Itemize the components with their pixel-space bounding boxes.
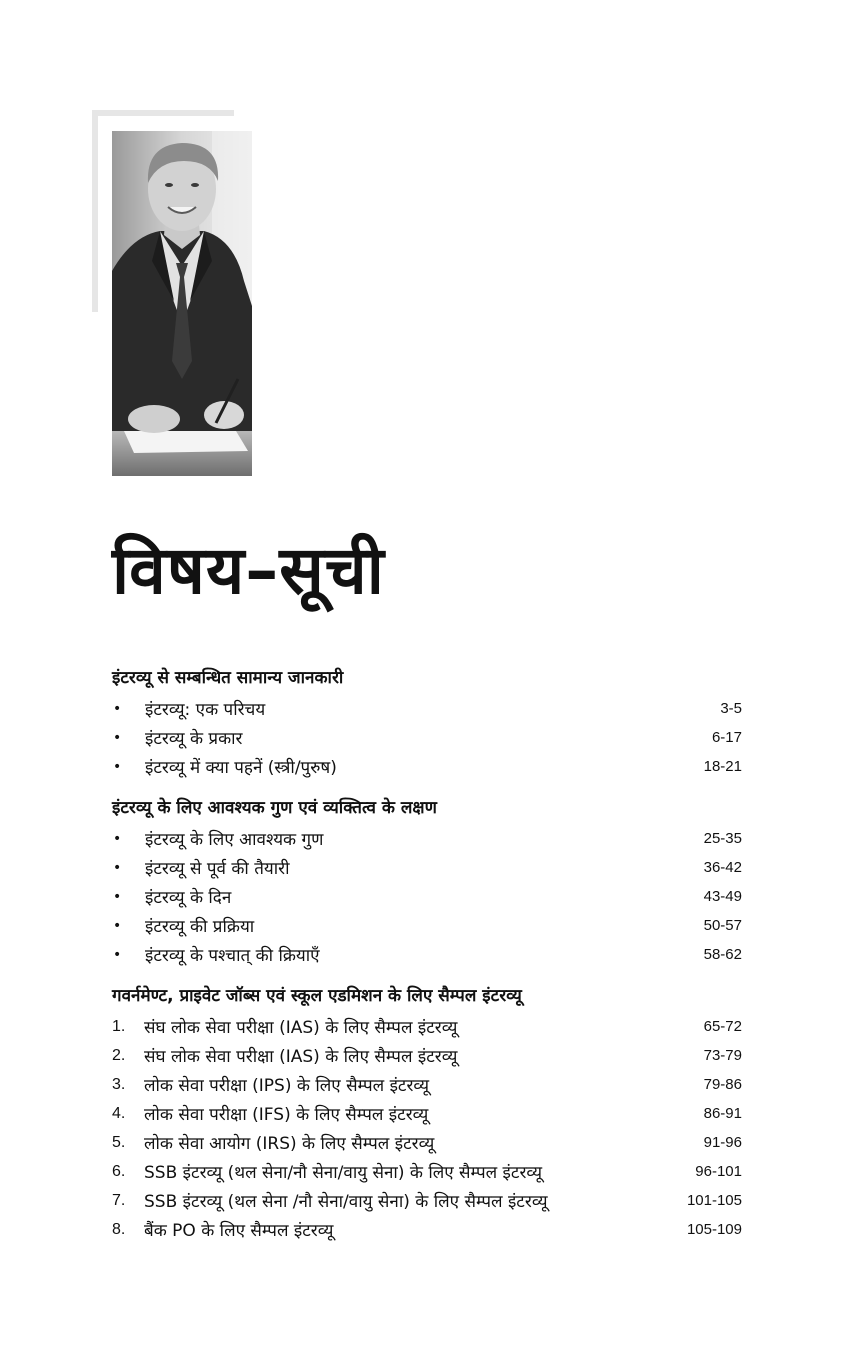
contents-heading: विषय–सूची (112, 532, 385, 609)
entry-title: इंटरव्यू से पूर्व की तैयारी (145, 859, 290, 879)
bullet-marker: • (113, 729, 122, 746)
entry-page-range: 43-49 (703, 888, 742, 905)
photo-frame-top-rule (92, 110, 234, 116)
entry-page-range: 65-72 (703, 1018, 742, 1035)
entry-title: इंटरव्यू में क्या पहनें (स्त्री/पुरुष) (145, 758, 337, 778)
entry-title: इंटरव्यू: एक परिचय (145, 700, 266, 720)
toc-section-sample-interviews (112, 982, 742, 1244)
bullet-marker: • (113, 946, 122, 963)
section-heading: इंटरव्यू के लिए आवश्यक गुण एवं व्यक्तित्व के लक्षण (112, 798, 437, 818)
toc-entry[interactable] (112, 911, 742, 940)
toc-entry[interactable] (112, 1128, 742, 1157)
toc-entry[interactable] (112, 1012, 742, 1041)
toc-section-general-information (112, 664, 742, 781)
bullet-marker: • (113, 917, 122, 934)
entry-page-range: 91-96 (703, 1134, 742, 1151)
bullet-marker: • (113, 830, 122, 847)
entry-title: लोक सेवा परीक्षा (IPS) के लिए सैम्पल इंटरव्यू (144, 1076, 430, 1096)
toc-entry[interactable] (112, 853, 742, 882)
entry-number: 4. (112, 1104, 126, 1122)
entry-number: 6. (112, 1162, 126, 1180)
toc-entry[interactable] (112, 694, 742, 723)
entry-title: लोक सेवा परीक्षा (IFS) के लिए सैम्पल इंटरव्यू (144, 1105, 429, 1125)
entry-page-range: 73-79 (703, 1047, 742, 1064)
entry-number: 7. (112, 1191, 126, 1209)
entry-page-range: 96-101 (695, 1163, 742, 1180)
entry-title: लोक सेवा आयोग (IRS) के लिए सैम्पल इंटरव्यू (144, 1134, 435, 1154)
table-of-contents (112, 664, 742, 1257)
entry-page-range: 36-42 (703, 859, 742, 876)
toc-entry[interactable] (112, 824, 742, 853)
toc-entry[interactable] (112, 882, 742, 911)
toc-section-qualities-personality (112, 794, 742, 969)
entry-title: इंटरव्यू के पश्चात् की क्रियाएँ (145, 946, 320, 966)
section-heading: गवर्नमेण्ट, प्राइवेट जॉब्स एवं स्कूल एडमिशन के लिए सैम्पल इंटरव्यू (112, 986, 522, 1006)
entry-title: SSB इंटरव्यू (थल सेना /नौ सेना/वायु सेना) के लिए सैम्पल इंटरव्यू (144, 1192, 548, 1212)
bullet-marker: • (113, 888, 122, 905)
toc-entry[interactable] (112, 940, 742, 969)
toc-entry[interactable] (112, 723, 742, 752)
entry-page-range: 18-21 (703, 758, 742, 775)
entry-page-range: 105-109 (686, 1221, 742, 1238)
entry-page-range: 79-86 (703, 1076, 742, 1093)
entry-title: बैंक PO के लिए सैम्पल इंटरव्यू (144, 1221, 334, 1241)
bullet-marker: • (113, 758, 122, 775)
section-heading: इंटरव्यू से सम्बन्धित सामान्य जानकारी (112, 668, 344, 688)
toc-entry[interactable] (112, 1070, 742, 1099)
photo-frame-left-rule (92, 110, 98, 312)
entry-number: 2. (112, 1046, 126, 1064)
toc-entry[interactable] (112, 1099, 742, 1128)
entry-number: 8. (112, 1220, 126, 1238)
toc-entry[interactable] (112, 752, 742, 781)
entry-page-range: 25-35 (703, 830, 742, 847)
entry-number: 5. (112, 1133, 126, 1151)
bullet-marker: • (113, 859, 122, 876)
entry-title: इंटरव्यू के लिए आवश्यक गुण (145, 830, 324, 850)
entry-title: इंटरव्यू के दिन (145, 888, 232, 908)
entry-title: संघ लोक सेवा परीक्षा (IAS) के लिए सैम्पल इंटरव्यू (144, 1018, 458, 1038)
entry-page-range: 58-62 (703, 946, 742, 963)
entry-number: 3. (112, 1075, 126, 1093)
entry-page-range: 101-105 (686, 1192, 742, 1209)
entry-page-range: 3-5 (720, 700, 742, 717)
toc-entry[interactable] (112, 1215, 742, 1244)
entry-title: SSB इंटरव्यू (थल सेना/नौ सेना/वायु सेना) के लिए सैम्पल इंटरव्यू (144, 1163, 543, 1183)
entry-title: इंटरव्यू की प्रक्रिया (145, 917, 255, 937)
entry-page-range: 6-17 (711, 729, 742, 746)
toc-entry[interactable] (112, 1041, 742, 1070)
entry-page-range: 86-91 (703, 1105, 742, 1122)
entry-title: इंटरव्यू के प्रकार (145, 729, 243, 749)
entry-title: संघ लोक सेवा परीक्षा (IAS) के लिए सैम्पल इंटरव्यू (144, 1047, 458, 1067)
entry-number: 1. (112, 1017, 126, 1035)
bullet-marker: • (113, 700, 122, 717)
entry-page-range: 50-57 (703, 917, 742, 934)
toc-entry[interactable] (112, 1186, 742, 1215)
toc-entry[interactable] (112, 1157, 742, 1186)
businessman-portrait-photo (112, 131, 252, 476)
